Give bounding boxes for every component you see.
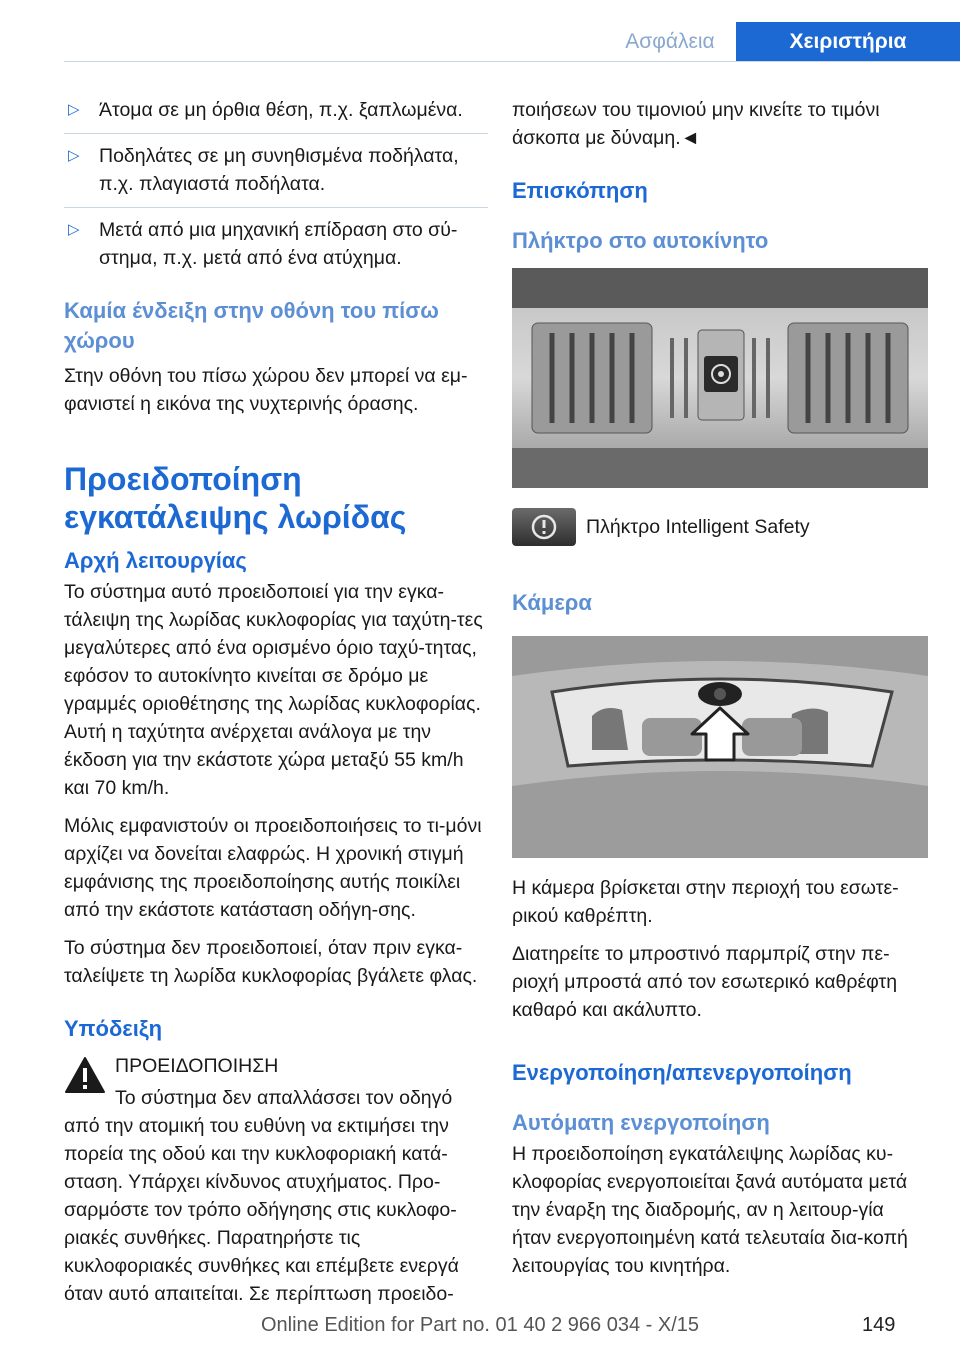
auto-activation-text: Η προειδοποίηση εγκατάλειψης λωρίδας κυ-κλοφορίας ενεργοποιείται ξανά αυτόματα μετά την έναρξη της διαδρομής, αν η λειτουρ-γία ήταν ενεργοποιημένη κατά τελευταία δια-κοπή λειτουργίας του κινητήρα. [512, 1143, 908, 1277]
list-item [64, 142, 488, 198]
page-number: 149 [862, 1314, 896, 1336]
bullet-divider [64, 207, 488, 208]
dashboard-button-photo [512, 268, 928, 488]
continued-text: ποιήσεων του τιμονιού μην κινείτε το τιμόνι άσκοπα με δύναμη.◄ [512, 99, 880, 149]
list-item [64, 216, 488, 272]
principle-paragraph-2: Μόλις εμφανιστούν οι προειδοποιήσεις το τι-μόνι αρχίζει να δονείται ελαφρώς. Η χρονική στιγμή εμφάνισης της προειδοποίησης αυτής ποικίλει από την εκάστοτε κατάσταση οδήγη-σης. [64, 815, 482, 921]
footer-edition: Online Edition for Part no. 01 40 2 966 034 - X/15 [260, 1314, 700, 1336]
overview-heading: Επισκόπηση [512, 178, 648, 203]
intelligent-safety-button-icon [512, 508, 576, 546]
header-divider [64, 61, 960, 62]
header-section-tab: Ασφάλεια [625, 30, 715, 53]
principle-heading: Αρχή λειτουργίας [64, 548, 247, 573]
warning-first-line: Το σύστημα δεν απαλλάσσει τον οδηγό [115, 1087, 453, 1109]
principle-paragraph-1: Το σύστημα αυτό προειδοποιεί για την εγκα-τάλειψη της λωρίδας κυκλοφορίας για ταχύτη-τες μεγαλύτερες από ένα ορισμένο όριο ταχύ-τητας, εφόσον το αυτοκίνητο κινείται σε δρόμο με γραμμές οριοθέτησης της λωρίδας κυκλοφορίας. Αυτή η ταχύτητα ανέρχεται ανάλογα με την έκδοση για την εκάστοτε χώρα μεταξύ 55 km/h και 70 km/h. [64, 581, 483, 799]
warning-box [64, 1052, 488, 1308]
header-chapter-tab: Χειριστήρια [736, 22, 960, 62]
triangle-bullet-icon: ▷ [68, 101, 80, 118]
button-caption-row [512, 508, 928, 546]
list-item [64, 96, 488, 124]
warning-title: ΠΡΟΕΙΔΟΠΟΙΗΣΗ [115, 1055, 279, 1077]
button-caption: Πλήκτρο Intelligent Safety [586, 516, 810, 538]
onoff-heading: Ενεργοποίηση/απενεργοποίηση [512, 1060, 852, 1085]
camera-paragraph-2: Διατηρείτε το μπροστινό παρμπρίζ στην πε-ριοχή μπροστά από τον εσωτερικό καθρέφτη καθαρό και ακάλυπτο. [512, 943, 898, 1021]
right-column [512, 96, 928, 1280]
triangle-bullet-icon: ▷ [68, 147, 80, 164]
camera-paragraph-1: Η κάμερα βρίσκεται στην περιοχή του εσωτε-ρικού καθρέπτη. [512, 877, 899, 927]
warning-triangle-icon [64, 1056, 106, 1094]
bullet-text: Μετά από μια μηχανική επίδραση στο σύ-στημα, π.χ. μετά από ένα ατύχημα. [99, 219, 458, 269]
no-display-heading: Καμία ένδειξη στην οθόνη του πίσω χώρου [64, 298, 439, 353]
auto-activation-heading: Αυτόματη ενεργοποίηση [512, 1110, 770, 1135]
bullet-text: Ποδηλάτες σε μη συνηθισμένα ποδήλατα, π.χ. πλαγιαστά ποδήλατα. [99, 145, 459, 195]
triangle-bullet-icon: ▷ [68, 221, 80, 238]
bullet-text: Άτομα σε μη όρθια θέση, π.χ. ξαπλωμένα. [99, 99, 463, 121]
principle-paragraph-3: Το σύστημα δεν προειδοποιεί, όταν πριν εγκα-ταλείψετε τη λωρίδα κυκλοφορίας βγάλετε φλας. [64, 937, 478, 987]
hint-heading: Υπόδειξη [64, 1016, 163, 1041]
camera-location-photo [512, 636, 928, 858]
warning-text: από την ατομική του ευθύνη να εκτιμήσει την πορεία της οδού και την κυκλοφοριακή κατά-σταση. Υπάρχει κίνδυνος ατυχήματος. Προ-σαρμόστε τον τρόπο οδήγησης στις κυκλοφο-ριακές συνθήκες. Παρατηρήστε τις κυκλοφοριακές συνθήκες και επέμβετε ενεργά όταν αυτό απαιτείται. Σε περίπτωση προειδο- [64, 1115, 459, 1305]
left-column [64, 96, 488, 1308]
bullet-divider [64, 133, 488, 134]
no-display-text: Στην οθόνη του πίσω χώρου δεν μπορεί να εμ-φανιστεί η εικόνα της νυχτερινής όρασης. [64, 365, 468, 415]
camera-heading: Κάμερα [512, 590, 592, 615]
section-title: Προειδοποίηση εγκατάλειψης λωρίδας [64, 461, 407, 535]
button-heading: Πλήκτρο στο αυτοκίνητο [512, 228, 769, 253]
